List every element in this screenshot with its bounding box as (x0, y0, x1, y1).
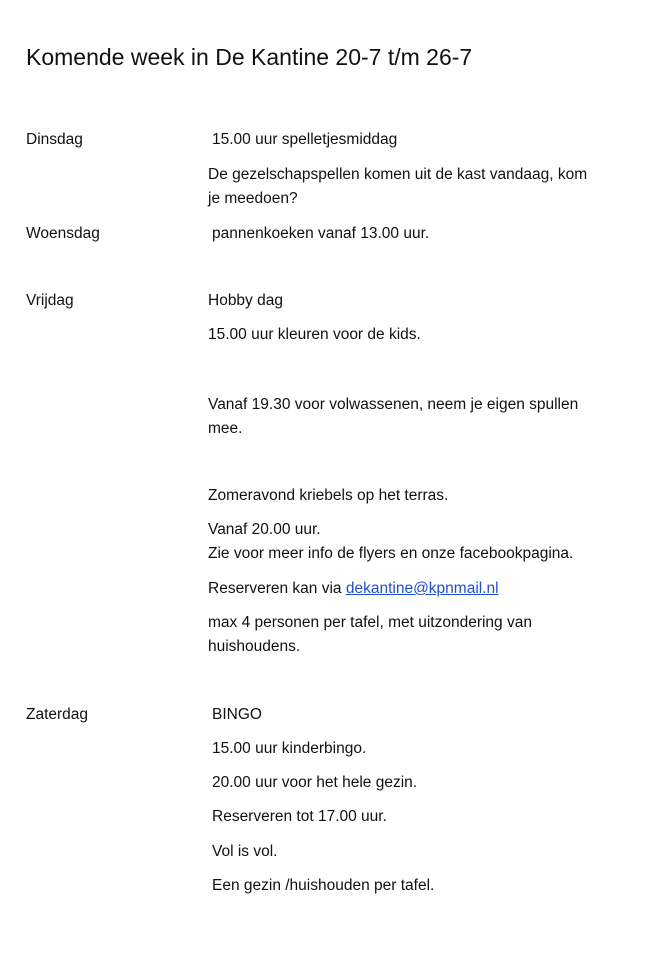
vrijdag-line: Zomeravond kriebels op het terras. (208, 487, 449, 504)
zaterdag-line: BINGO (212, 706, 262, 723)
vrijdag-line: Vanaf 20.00 uur. (208, 521, 321, 538)
vrijdag-line: mee. (208, 420, 243, 437)
zaterdag-line: Vol is vol. (212, 843, 278, 860)
dinsdag-line: 15.00 uur spelletjesmiddag (212, 131, 398, 148)
woensdag-line: pannenkoeken vanaf 13.00 uur. (212, 225, 430, 242)
day-label-zaterdag: Zaterdag (26, 706, 89, 723)
email-link[interactable]: dekantine@kpnmail.nl (345, 580, 499, 597)
day-label-woensdag: Woensdag (26, 225, 100, 242)
zaterdag-line: Een gezin /huishouden per tafel. (212, 877, 435, 894)
vrijdag-line: Zie voor meer info de flyers en onze facebookpagina. (208, 545, 574, 562)
page-title: Komende week in De Kantine 20-7 t/m 26-7 (26, 44, 473, 70)
reservation-text: Reserveren kan via (208, 580, 346, 597)
zaterdag-line: 20.00 uur voor het hele gezin. (212, 774, 418, 791)
vrijdag-line: Vanaf 19.30 voor volwassenen, neem je eigen spullen (208, 396, 579, 413)
dinsdag-line: je meedoen? (208, 190, 298, 207)
day-label-dinsdag: Dinsdag (26, 131, 83, 148)
vrijdag-line: max 4 personen per tafel, met uitzondering van (208, 614, 532, 631)
day-label-vrijdag: Vrijdag (26, 292, 74, 309)
zaterdag-line: 15.00 uur kinderbingo. (212, 740, 367, 757)
dinsdag-line: De gezelschapspellen komen uit de kast vandaag, kom (208, 166, 588, 183)
vrijdag-line: huishoudens. (208, 638, 301, 655)
vrijdag-line: 15.00 uur kleuren voor de kids. (208, 326, 421, 343)
vrijdag-line: Hobby dag (208, 292, 283, 309)
zaterdag-line: Reserveren tot 17.00 uur. (212, 808, 387, 825)
reservation-line (208, 577, 499, 601)
